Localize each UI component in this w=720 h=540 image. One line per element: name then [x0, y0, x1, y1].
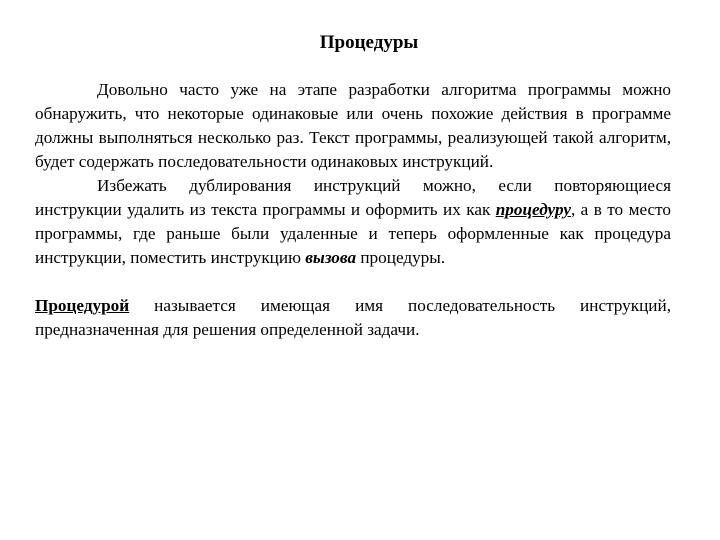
emphasis-procedure: процедуру	[495, 200, 571, 219]
paragraph-intro-text: Довольно часто уже на этапе разработки алгоритма программы можно обнаружить, что некоторые одинаковые или очень похожие действия в программе должны выполняться несколько раз. Текст программы, реализующей такой алгоритм, будет содержать последовательности одинаковых инструкций.	[35, 80, 671, 171]
definition-term: Процедурой	[35, 296, 130, 315]
definition-paragraph	[35, 294, 671, 342]
paragraph-procedure-idea-part1: Избежать дублирования инструкций можно, если повторяющиеся инструкции удалить из текста программы и оформить их как	[35, 176, 671, 219]
emphasis-call: вызова	[305, 248, 357, 267]
paragraph-procedure-idea	[35, 174, 671, 270]
slide-body	[35, 78, 671, 342]
paragraph-procedure-idea-part3: процедуры.	[356, 248, 446, 267]
definition-text: называется имеющая имя последовательность инструкций, предназначенная для решения определенной задачи.	[35, 296, 671, 339]
paragraph-intro	[35, 78, 671, 174]
paragraph-procedure-idea-part2: , а в то место программы, где раньше были удаленные и теперь оформленные как процедура инструкции, поместить инструкцию	[35, 200, 672, 267]
slide-title: Процедуры	[319, 32, 419, 53]
